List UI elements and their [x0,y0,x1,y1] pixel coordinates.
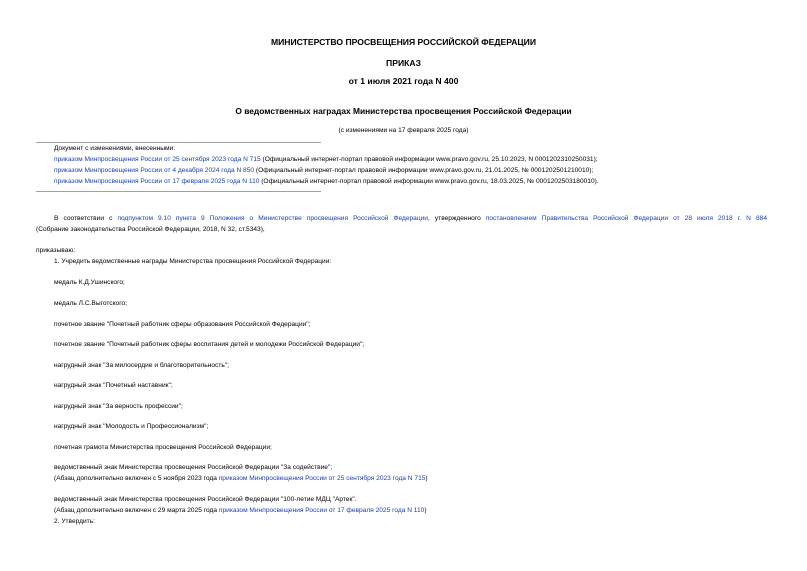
preamble-text: В соответствии с [54,215,118,222]
award-item: почетное звание "Почетный работник сферы воспитания детей и молодежи Российской Федерации"; [54,341,365,348]
preamble-text: , утвержденного [428,215,486,222]
award-item: почетное звание "Почетный работник сферы образования Российской Федерации"; [54,321,311,328]
amendment-source: (Официальный интернет-портал правовой информации www.pravo.gov.ru, 21.01.2025, № 0001202501210010); [254,167,594,174]
amendment-source: (Официальный интернет-портал правовой информации www.pravo.gov.ru, 25.10.2023, N 0001202310250031); [260,156,598,163]
divider-bottom [36,191,321,192]
award-item: нагрудный знак "Почетный наставник"; [54,382,173,389]
award-item: ведомственный знак Министерства просвещения Российской Федерации "За содействие"; [54,464,333,471]
government-decree-link[interactable]: постановлением Правительства Российской Федерации от 28 июля 2018 г. N 884 [485,215,767,222]
divider-top [36,142,321,143]
item-1: 1. Учредить ведомственные награды Министерства просвещения Российской Федерации: [54,258,332,265]
amendment-link[interactable]: приказом Минпросвещения России от 25 сентября 2023 года N 715 [54,156,261,163]
award-item: нагрудный знак "Молодость и Профессионализм"; [54,423,209,430]
preamble-line [54,215,767,223]
preamble-citation: (Собрание законодательства Российской Федерации, 2018, N 32, ст.5343), [36,226,265,233]
amendments-intro: Документ с изменениями, внесенными: [54,145,176,152]
note-text: ) [425,475,428,482]
order-715-link[interactable]: приказом Минпросвещения России от 25 сентября 2023 года N 715 [218,475,426,482]
award-item: почетная грамота Министерства просвещения Российской Федерации; [54,444,272,451]
amendment-line [54,156,598,164]
orders-word: приказываю: [36,247,76,254]
award-item: нагрудный знак "За милосердие и благотворительность"; [54,362,229,369]
doc-type-heading: ПРИКАЗ [386,58,421,68]
note-text: (Абзац дополнительно включен с 5 ноября 2023 года [54,475,219,482]
inclusion-note [54,475,428,483]
regulation-link[interactable]: подпунктом 9.10 пункта 9 Положения о Министерстве просвещения Российской Федерации [117,215,428,222]
edition-note: (с изменениями на 17 февраля 2025 года) [338,127,469,134]
award-item: ведомственный знак Министерства просвещения Российской Федерации "100-летие МДЦ "Артек". [54,496,357,503]
amendment-line [54,167,593,175]
amendment-link[interactable]: приказом Минпросвещения России от 4 декабря 2024 года N 850 [54,167,255,174]
doc-date: от 1 июля 2021 года N 400 [348,76,459,86]
note-text: (Абзац дополнительно включен с 29 марта 2025 года [54,507,219,514]
award-item: медаль Л.С.Выготского; [54,300,127,307]
doc-title: О ведомственных наградах Министерства просвещения Российской Федерации [235,106,572,116]
amendment-source: (Официальный интернет-портал правовой информации www.pravo.gov.ru, 18.03.2025, № 0001202503180010). [259,178,599,185]
inclusion-note [54,507,427,515]
amendment-link[interactable]: приказом Минпросвещения России от 17 февраля 2025 года N 110 [54,178,260,185]
note-text: ) [424,507,427,514]
award-item: нагрудный знак "За верность профессии"; [54,403,183,410]
ministry-heading: МИНИСТЕРСТВО ПРОСВЕЩЕНИЯ РОССИЙСКОЙ ФЕДЕРАЦИИ [270,37,537,47]
item-2: 2. Утвердить: [54,518,95,525]
amendment-line [54,178,599,186]
order-110-link[interactable]: приказом Минпросвещения России от 17 февраля 2025 года N 110 [218,507,425,514]
award-item: медаль К.Д.Ушинского; [54,279,125,286]
